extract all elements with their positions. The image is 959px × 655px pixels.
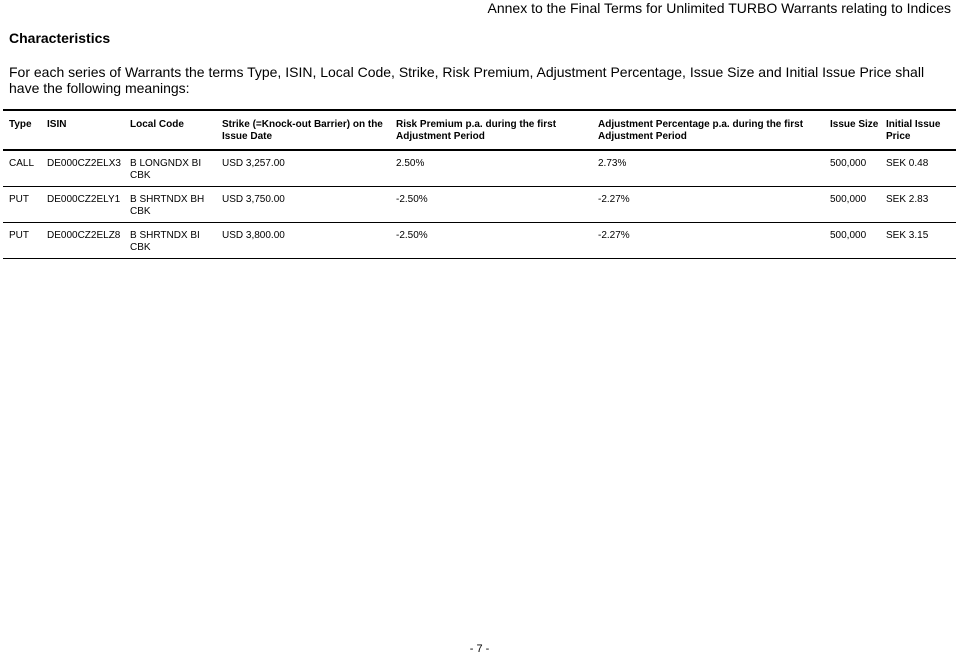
column-header-strike: Strike (=Knock-out Barrier) on the Issue Date xyxy=(222,119,383,142)
table-header-row xyxy=(3,110,956,150)
cell-type: PUT xyxy=(9,229,29,241)
cell-initial-issue-price: SEK 3.15 xyxy=(886,229,929,241)
table-row xyxy=(3,150,956,186)
cell-risk-premium: -2.50% xyxy=(396,229,428,241)
warrant-terms-table xyxy=(3,109,956,259)
cell-local-code: B LONGNDX BI CBK xyxy=(130,158,202,181)
table-row xyxy=(3,222,956,258)
column-header-risk-premium: Risk Premium p.a. during the first Adjustment Period xyxy=(396,119,557,142)
cell-isin: DE000CZ2ELY1 xyxy=(47,193,121,205)
cell-strike: USD 3,750.00 xyxy=(222,193,285,205)
cell-type: PUT xyxy=(9,193,29,205)
cell-initial-issue-price: SEK 2.83 xyxy=(886,193,929,205)
column-header-issue-size: Issue Size xyxy=(830,119,879,130)
column-header-initial-issue-price: Initial Issue Price xyxy=(886,119,941,142)
cell-adjustment-percentage: 2.73% xyxy=(598,158,627,169)
section-title: Characteristics xyxy=(9,30,111,46)
column-header-adjustment-percentage: Adjustment Percentage p.a. during the first Adjustment Period xyxy=(598,119,804,142)
cell-local-code: B SHRTNDX BI CBK xyxy=(130,229,200,253)
cell-strike: USD 3,800.00 xyxy=(222,229,285,241)
cell-risk-premium: 2.50% xyxy=(396,158,425,169)
cell-type: CALL xyxy=(9,158,35,169)
cell-issue-size: 500,000 xyxy=(830,158,867,169)
intro-paragraph: For each series of Warrants the terms Type, ISIN, Local Code, Strike, Risk Premium, Adjustment Percentage, Issue Size and Initial Issue Price shall have the following meanings: xyxy=(9,64,925,96)
cell-adjustment-percentage: -2.27% xyxy=(598,193,630,205)
cell-local-code: B SHRTNDX BH CBK xyxy=(130,193,205,217)
cell-risk-premium: -2.50% xyxy=(396,193,428,205)
cell-strike: USD 3,257.00 xyxy=(222,158,285,169)
cell-isin: DE000CZ2ELZ8 xyxy=(47,229,121,241)
cell-adjustment-percentage: -2.27% xyxy=(598,229,630,241)
column-header-local-code: Local Code xyxy=(130,119,184,130)
page-number: - 7 - xyxy=(469,643,490,655)
cell-initial-issue-price: SEK 0.48 xyxy=(886,158,929,169)
table-row xyxy=(3,186,956,222)
column-header-type: Type xyxy=(9,119,32,130)
cell-isin: DE000CZ2ELX3 xyxy=(47,158,121,169)
cell-issue-size: 500,000 xyxy=(830,193,867,205)
cell-issue-size: 500,000 xyxy=(830,229,867,241)
annex-header: Annex to the Final Terms for Unlimited TURBO Warrants relating to Indices xyxy=(487,0,951,16)
column-header-isin: ISIN xyxy=(47,119,67,130)
